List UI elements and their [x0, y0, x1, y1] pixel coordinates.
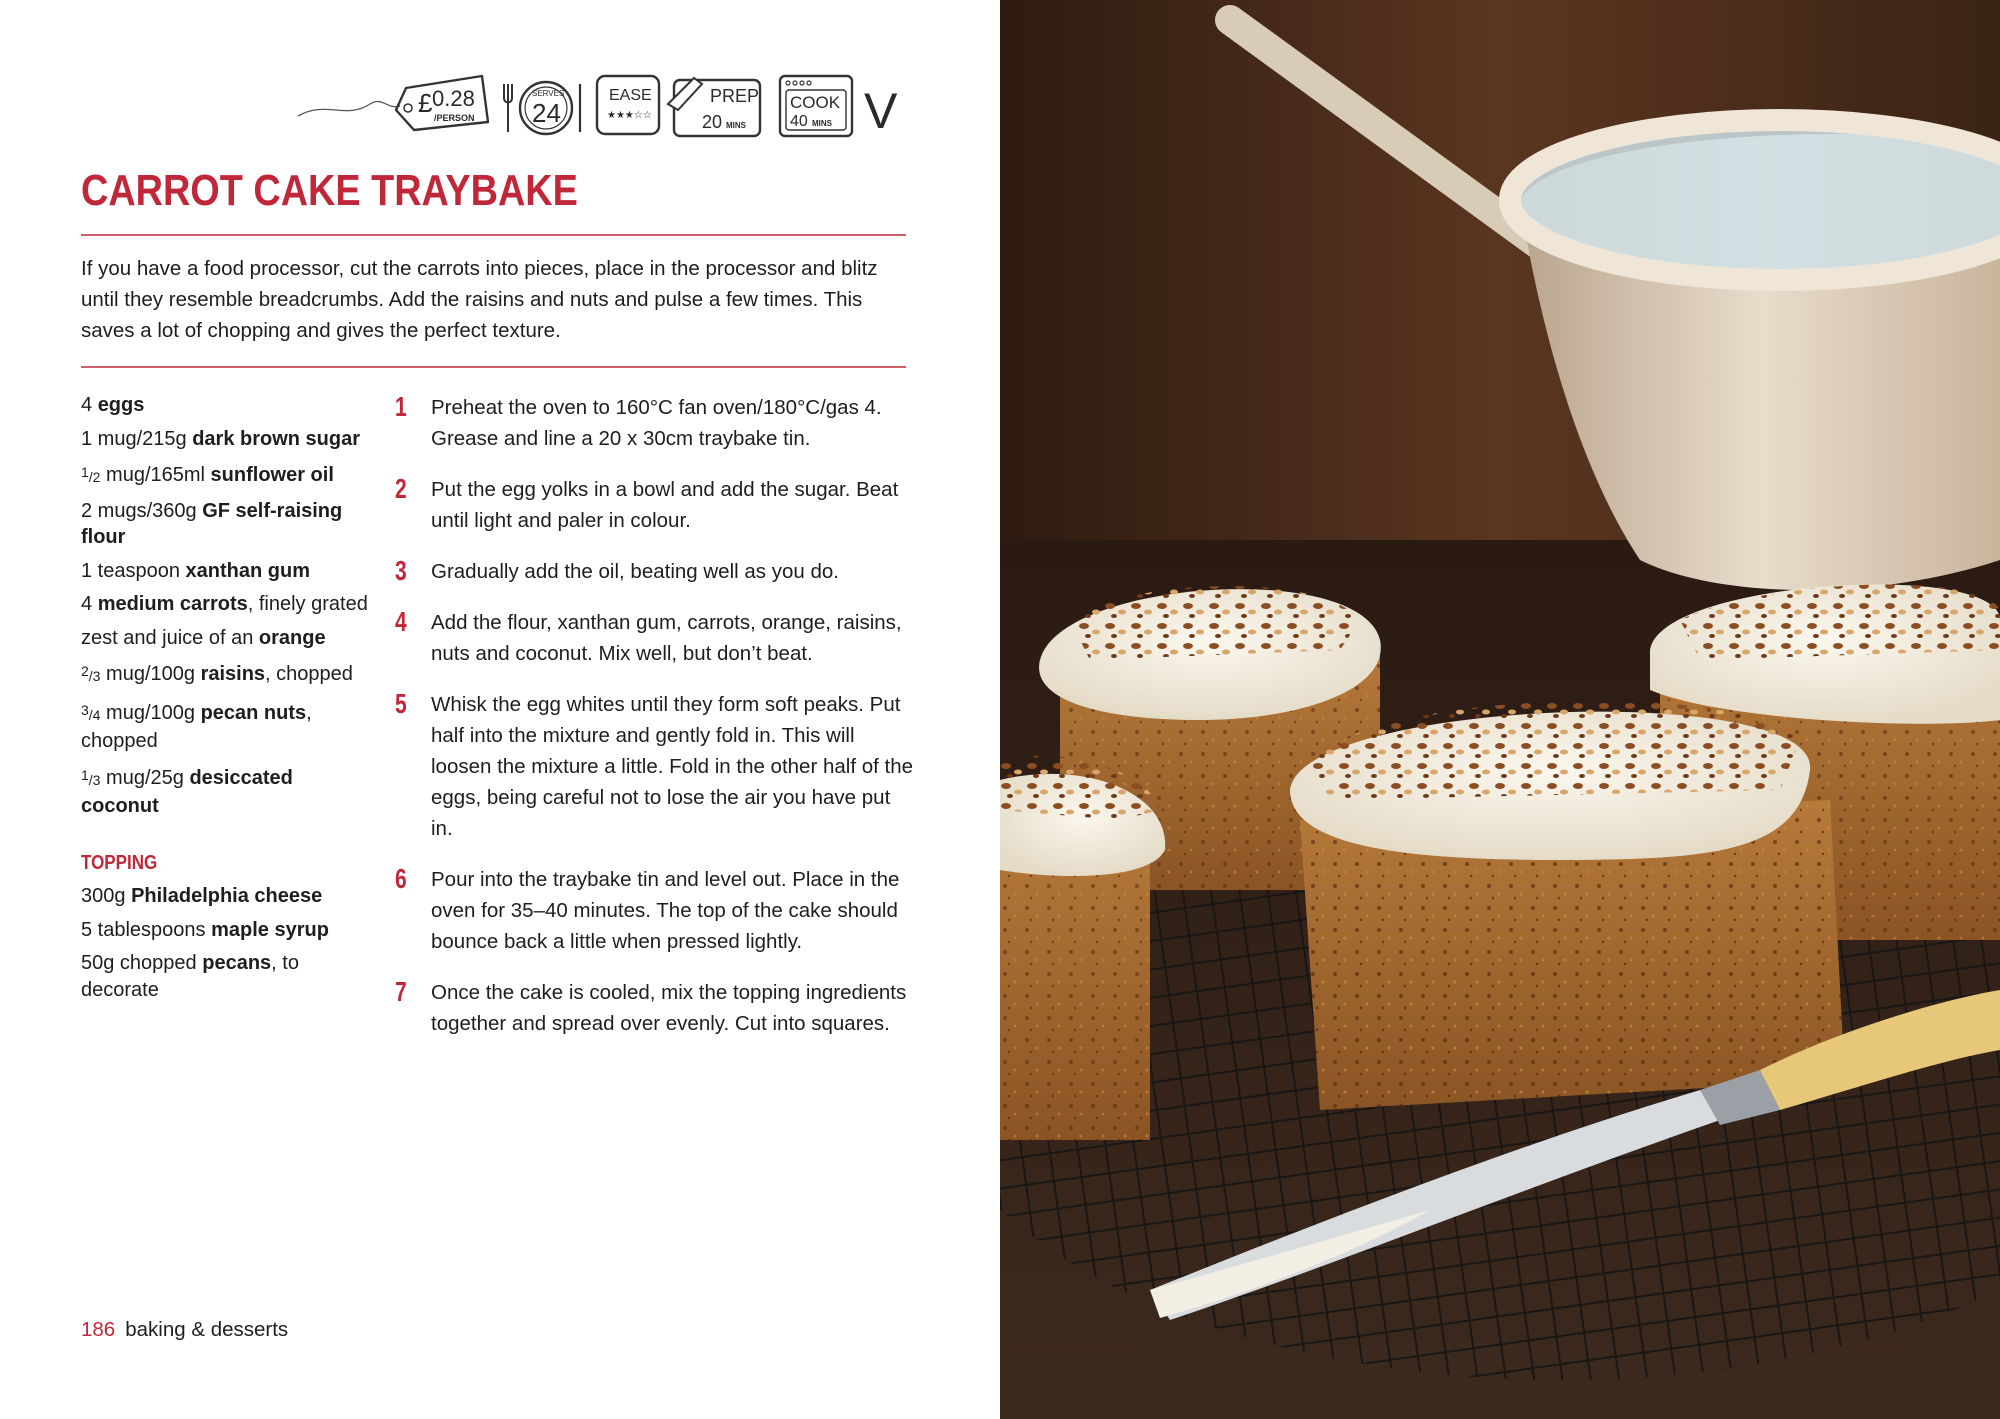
ingredient-item [81, 658, 371, 690]
recipe-intro: If you have a food processor, cut the carrots into pieces, place in the processor and blitz until they resemble breadcrumbs. Add the raisins and nuts and pulse a few times. This saves a lot of chopping and gives the perfect texture. [81, 257, 878, 342]
cook-unit: MINS [812, 119, 832, 128]
ingredients-list [81, 392, 371, 1010]
fraction-numerator: 1 [81, 766, 89, 783]
ingredient-qty: 2 mugs/360g [81, 499, 203, 522]
ingredient-name: GF self-raising flour [81, 499, 343, 548]
ingredient-name: eggs [97, 394, 145, 416]
fraction-denominator: /3 [88, 771, 101, 788]
step-text: Once the cake is cooled, mix the topping ingredients together and spread over evenly. Cut into squares. [431, 981, 907, 1035]
method-step [395, 474, 915, 536]
ingredient-item [81, 591, 371, 618]
vegetarian-mark: V [864, 83, 898, 139]
step-text: Gradually add the oil, beating well as you do. [431, 560, 839, 583]
ingredient-qty: 1 teaspoon [81, 559, 186, 582]
cook-label: COOK [790, 93, 841, 112]
svg-text:£: £ [418, 88, 433, 118]
ingredient-qty: 5 tablespoons [81, 918, 212, 941]
prep-unit: MINS [726, 121, 746, 130]
intro-divider [81, 366, 906, 368]
ingredient-name: xanthan gum [185, 559, 310, 582]
step-number: 4 [395, 606, 407, 637]
method-step [395, 864, 915, 957]
ingredient-name: desiccated coconut [81, 766, 293, 817]
fraction-denominator: /4 [88, 706, 101, 723]
cost-value: 0.28 [432, 86, 475, 111]
ingredient-note: , chopped [81, 701, 312, 752]
ease-rating: ★★★☆☆ [607, 110, 652, 121]
cook-value: 40 [790, 113, 808, 130]
cake-photo-illustration [1000, 0, 2000, 1419]
recipe-title: CARROT CAKE TRAYBAKE [81, 166, 578, 215]
ingredient-qty: 4 [81, 593, 98, 615]
step-number: 5 [395, 688, 407, 719]
fraction-denominator: /3 [88, 668, 101, 684]
method-step [395, 977, 915, 1039]
ingredient-qty: 1 mug/215g [81, 427, 193, 450]
step-text: Preheat the oven to 160°C fan oven/180°C/gas 4. Grease and line a 20 x 30cm traybake tin. [431, 396, 882, 450]
fraction-denominator: /2 [88, 469, 101, 485]
ease-icon [597, 76, 659, 134]
serves-value: 24 [532, 98, 561, 128]
step-text: Pour into the traybake tin and level out. Place in the oven for 35–40 minutes. The top of the cake should bounce back a little when pressed lightly. [431, 868, 900, 953]
ingredient-note: , chopped [265, 663, 353, 685]
ease-label: EASE [609, 87, 652, 104]
ingredient-name: raisins [200, 663, 266, 685]
step-text: Add the flour, xanthan gum, carrots, orange, raisins, nuts and coconut. Mix well, but don’t beat. [431, 611, 902, 665]
ingredient-name: maple syrup [211, 918, 329, 941]
serves-plate-icon [504, 82, 580, 134]
oven-icon [780, 76, 852, 136]
fraction-numerator: 1 [81, 464, 89, 480]
step-number: 2 [395, 473, 407, 504]
cost-unit: /PERSON [434, 113, 475, 123]
ingredient-qty: 50g chopped [81, 952, 203, 974]
ingredient-name: medium carrots [97, 593, 248, 615]
step-number: 7 [395, 976, 407, 1007]
step-text: Put the egg yolks in a bowl and add the sugar. Beat until light and paler in colour. [431, 478, 899, 532]
ingredient-qty: mug/165ml [100, 464, 211, 486]
ingredient-note: , finely grated [247, 593, 368, 615]
topping-item [81, 917, 371, 944]
section-name: baking & desserts [125, 1318, 289, 1341]
ingredient-name: sunflower oil [210, 464, 334, 486]
ingredient-name: dark brown sugar [192, 427, 361, 450]
ingredient-qty: mug/100g [100, 701, 201, 724]
topping-item [81, 950, 371, 1003]
ingredient-item [81, 392, 371, 419]
step-number: 6 [395, 863, 407, 894]
fraction-numerator: 2 [81, 663, 89, 679]
recipe-info-icons [296, 70, 916, 140]
page-number: 186 [81, 1318, 116, 1341]
price-tag-icon [298, 76, 488, 130]
topping-heading: TOPPING [81, 851, 158, 874]
method-steps [395, 392, 915, 1059]
ingredient-qty: zest and juice of an [81, 626, 259, 649]
step-number: 3 [395, 555, 407, 586]
step-text: Whisk the egg whites until they form soft peaks. Put half into the mixture and gently fold in. This will loosen the mixture a little. Fold in the other half of the eggs, being careful not to lose the air you have put in. [431, 693, 914, 840]
ingredient-qty: mug/25g [100, 766, 190, 789]
method-step [395, 556, 915, 587]
method-step [395, 607, 915, 669]
serves-label: SERVES [532, 89, 565, 98]
ingredient-item [81, 625, 371, 652]
ingredient-qty: 4 [81, 394, 98, 416]
ingredient-name: pecans [202, 952, 272, 974]
ingredient-qty: 300g [81, 885, 132, 907]
step-number: 1 [395, 391, 407, 422]
ingredient-item [81, 558, 371, 585]
ingredient-item [81, 426, 371, 453]
ingredient-name: orange [258, 626, 326, 649]
ingredient-name: pecan nuts [200, 701, 307, 724]
ingredient-item [81, 498, 371, 551]
prep-label: PREP [710, 86, 760, 106]
prep-board-icon [668, 78, 760, 136]
info-icon-strip [296, 70, 916, 140]
page-footer [81, 1318, 288, 1342]
prep-value: 20 [702, 112, 723, 132]
fraction-numerator: 3 [81, 701, 89, 718]
topping-item [81, 883, 371, 910]
carrot-cake-photo [1000, 0, 2000, 1419]
ingredient-item [81, 459, 371, 491]
title-divider [81, 234, 906, 236]
ingredient-name: Philadelphia cheese [131, 885, 323, 907]
ingredient-qty: mug/100g [100, 663, 201, 685]
ingredient-item [81, 697, 371, 755]
ingredient-item [81, 762, 371, 820]
ingredient-note: , to decorate [81, 952, 299, 1001]
method-step [395, 392, 915, 454]
method-step [395, 689, 915, 844]
